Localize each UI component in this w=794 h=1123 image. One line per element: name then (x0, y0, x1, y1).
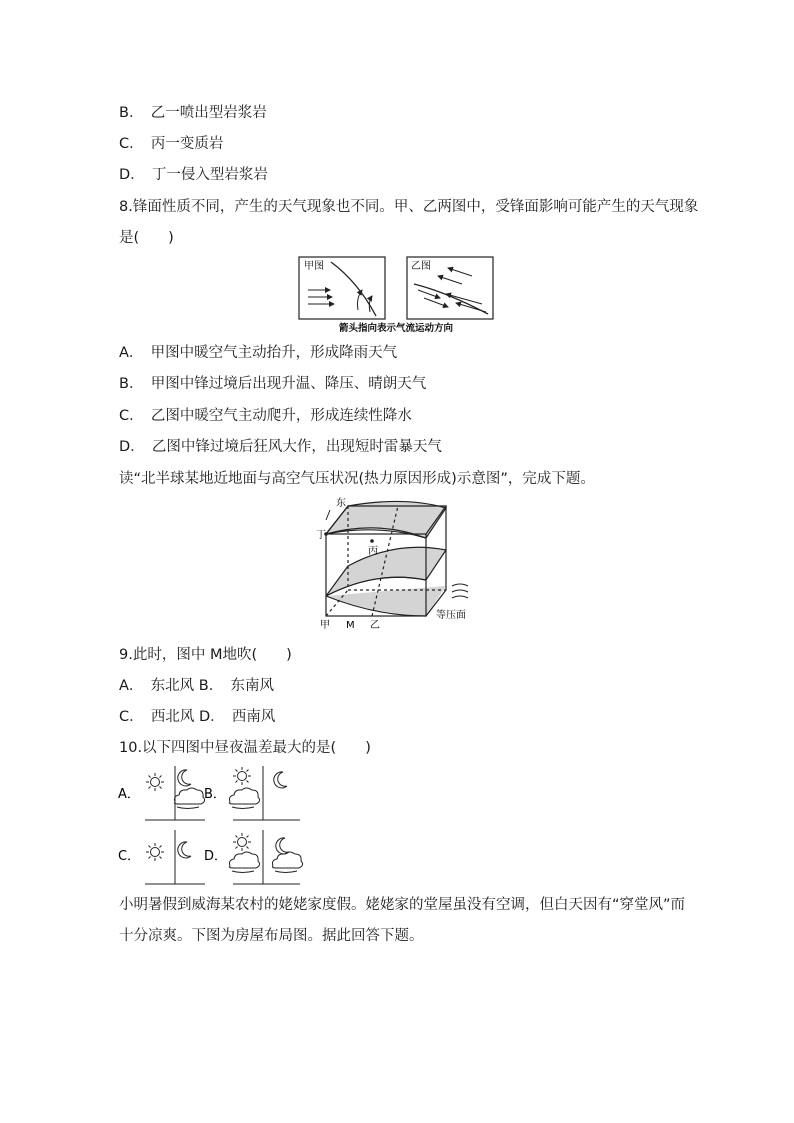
label-ding: 丁 (316, 530, 326, 541)
q7-option-c: C． 丙一变质岩 (119, 136, 224, 152)
passage-line1: 小明暑假到威海某农村的姥姥家度假。姥姥家的堂屋虽没有空调，但白天因有“穿堂风”而 (119, 897, 686, 913)
front-figure (296, 254, 496, 334)
q10-label-b: B． (204, 787, 226, 802)
front-label-jia: 甲图 (304, 261, 324, 272)
q9-options-ab: A． 东北风 B． 东南风 (119, 678, 274, 694)
front-panel-jia (299, 257, 385, 319)
q10-label-a: A． (118, 787, 140, 802)
passage-line2: 十分凉爽。下图为房屋布局图。据此回答下题。 (119, 928, 424, 944)
q10-option-d-figure (204, 830, 303, 884)
q8-option-d: D． 乙图中锋过境后狂风大作，出现短时雷暴天气 (119, 439, 442, 455)
q8-stem-line1: 8.锋面性质不同，产生的天气现象也不同。甲、乙两图中，受锋面影响可能产生的天气现象 (119, 199, 699, 215)
label-bing: 丙 (368, 546, 378, 557)
q10-label-c: C． (118, 849, 141, 864)
q8-stem-line2: 是( ) (119, 230, 174, 246)
label-jia: 甲 (320, 620, 330, 631)
label-isobar: 等压面 (436, 610, 466, 621)
q8-option-b: B． 甲图中锋过境后出现升温、降压、晴朗天气 (119, 376, 427, 392)
q9-options-cd: C． 西北风 D． 西南风 (119, 709, 276, 725)
read-intro: 读“北半球某地近地面与高空气压状况(热力原因形成)示意图”，完成下题。 (119, 471, 595, 487)
q10-option-a-figure (118, 766, 205, 820)
q10-stem: 10.以下四图中昼夜温差最大的是( ) (119, 740, 371, 756)
label-east: 东 (336, 498, 346, 509)
q8-option-a: A． 甲图中暖空气主动抬升，形成降雨天气 (119, 345, 398, 361)
q10-figures (115, 764, 315, 888)
q10-option-c-figure (118, 830, 205, 884)
q8-option-c: C． 乙图中暖空气主动爬升，形成连续性降水 (119, 408, 412, 424)
q7-option-d: D． 丁一侵入型岩浆岩 (119, 167, 268, 183)
q7-option-b: B． 乙一喷出型岩浆岩 (119, 105, 267, 121)
front-label-yi: 乙图 (411, 261, 431, 272)
q10-option-b-figure (204, 766, 300, 820)
q10-label-d: D． (204, 849, 228, 864)
pressure-figure (312, 494, 482, 634)
q9-stem: 9.此时，图中 M地吹( ) (119, 647, 292, 663)
front-panel-yi (407, 257, 493, 319)
label-yi: 乙 (370, 620, 380, 631)
label-m: M (346, 620, 355, 631)
front-figure-caption: 箭头指向表示气流运动方向 (338, 323, 454, 334)
